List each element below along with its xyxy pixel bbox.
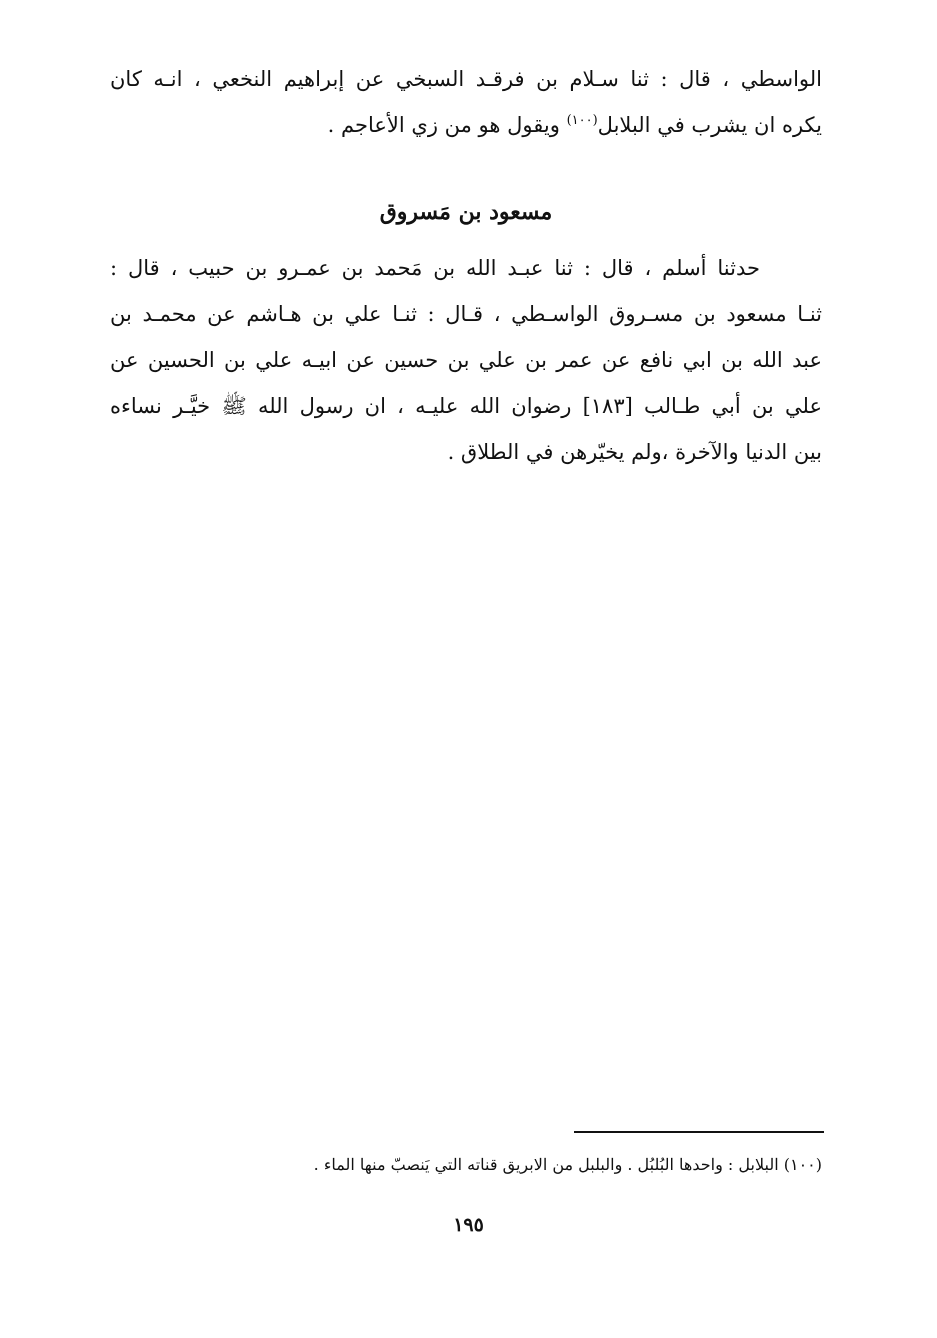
intro-paragraph	[110, 56, 822, 148]
body-line-1: حدثنا أسلم ، قال : ثنا عبـد الله بن مَحمد بن عمـرو بن حبيب ، قال :	[110, 256, 760, 280]
page-number: ١٩٥	[453, 1214, 484, 1236]
intro-line-2	[110, 102, 822, 148]
footnote-divider	[574, 1131, 824, 1133]
body-line-3: عبد الله بن ابي نافع عن عمر بن علي بن حسين عن ابيـه علي بن الحسين عن	[110, 348, 822, 372]
footnote: (١٠٠) البلابل : واحدها البُلبُل . والبلبل من الابريق قناته التي يَنصبّ منها الماء .	[313, 1155, 822, 1174]
body-line-4: علي بن أبي طـالب [١٨٣] رضوان الله عليـه ، ان رسول الله ﷺ خيَّـر نساءه	[110, 394, 822, 418]
body-line-5: بين الدنيا والآخرة ،ولم يخيّرهن في الطلاق .	[447, 440, 822, 464]
intro-line-2-continuation: ويقول هو من زي الأعاجم .	[327, 113, 560, 137]
section-title: مسعود بن مَسروق	[379, 199, 553, 225]
intro-line-2-text: يكره ان يشرب في البلابل	[597, 113, 822, 137]
body-line-2: ثنـا مسعود بن مسـروق الواسـطي ، قـال : ثنـا علي بن هـاشم عن محمـد بن	[110, 302, 822, 326]
footnote-reference: (١٠٠)	[566, 113, 598, 128]
intro-line-1: الواسطي ، قال : ثنا سـلام بن فرقـد السبخي عن إبراهيم النخعي ، انـه كان	[110, 67, 822, 91]
body-paragraph	[110, 245, 822, 475]
